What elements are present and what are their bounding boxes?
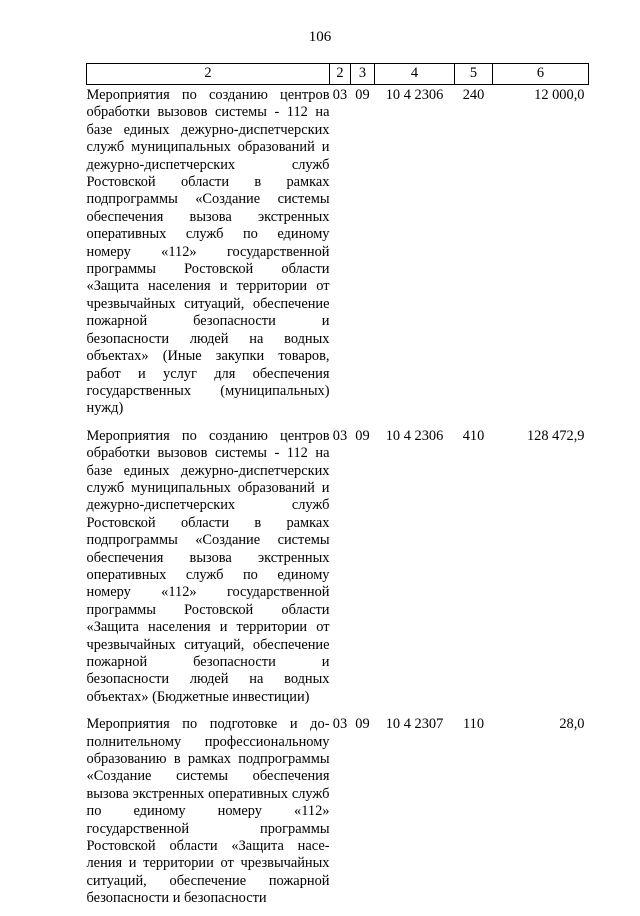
header-cell-amount: 6: [493, 64, 589, 85]
row-section-code: 03: [332, 427, 348, 444]
row-section-code: 03: [332, 716, 348, 733]
table-header-row: [87, 64, 589, 85]
row-description: Мероприятия по подготовке и дополнительному профессиональному образованию в рамках подпрограммы «Создание системы обеспечения вызова экстренных оперативных служб по единому номеру «112» государственной программы Ростовской области «Защита населения и территории от чрезвычайных ситуаций, обеспечение пожарной безопасности и безопасности: [86, 716, 330, 907]
header-cell-target-code: 4: [375, 64, 455, 85]
page-number: 106: [308, 29, 332, 45]
row-section-code: 03: [332, 87, 348, 103]
row-target-code: 10 4 2307: [385, 716, 444, 733]
header-cell-subsection: 3: [351, 64, 375, 85]
row-amount: 128 472,9: [526, 427, 585, 444]
row-target-code: 10 4 2306: [385, 427, 444, 444]
budget-table: [86, 63, 589, 916]
row-amount: 28,0: [559, 716, 585, 733]
header-cell-description: 2: [87, 64, 330, 85]
row-expense-type: 240: [462, 87, 485, 103]
header-cell-expense-type: 5: [455, 64, 493, 85]
row-subsection-code: 09: [355, 87, 370, 103]
header-cell-section: 2: [330, 64, 351, 85]
table-row: [87, 714, 589, 915]
row-description: Мероприятия по созданию центров обработки вызовов системы - 112 на базе единых дежурно-диспетчерских служб муниципальных образований и дежурно-диспетчерских служб Ростовской области в рамках подпрограммы «Создание системы обеспечения вызова экстренных оперативных служб по единому номеру «112» государственной программы Ростовской области «Защита населения и территории от чрезвычайных ситуаций, обеспечение пожарной безопасности и безопасности людей на водных объектах» (Бюджетные инвестиции): [86, 427, 330, 705]
row-expense-type: 110: [462, 716, 485, 733]
row-description: Мероприятия по созданию центров обработки вызовов системы - 112 на базе единых дежурно-диспетчерских служб муниципальных образований и дежурно-диспетчерских служб Ростовской области в рамках подпрограммы «Создание системы обеспечения вызова экстренных оперативных служб по единому номеру «112» государственной программы Ростовской области «Защита населения и территории от чрезвычайных ситуаций, обеспечение пожарной безопасности и безопасности людей на водных объектах» (Иные закупки товаров, работ и услуг для обеспечения государственных (муниципальных) нужд): [86, 87, 330, 417]
table-row: [87, 85, 589, 426]
row-subsection-code: 09: [355, 716, 370, 733]
row-amount: 12 000,0: [534, 87, 585, 103]
row-expense-type: 410: [462, 427, 485, 444]
row-subsection-code: 09: [355, 427, 370, 444]
row-target-code: 10 4 2306: [385, 87, 444, 103]
table-row: [87, 426, 589, 715]
